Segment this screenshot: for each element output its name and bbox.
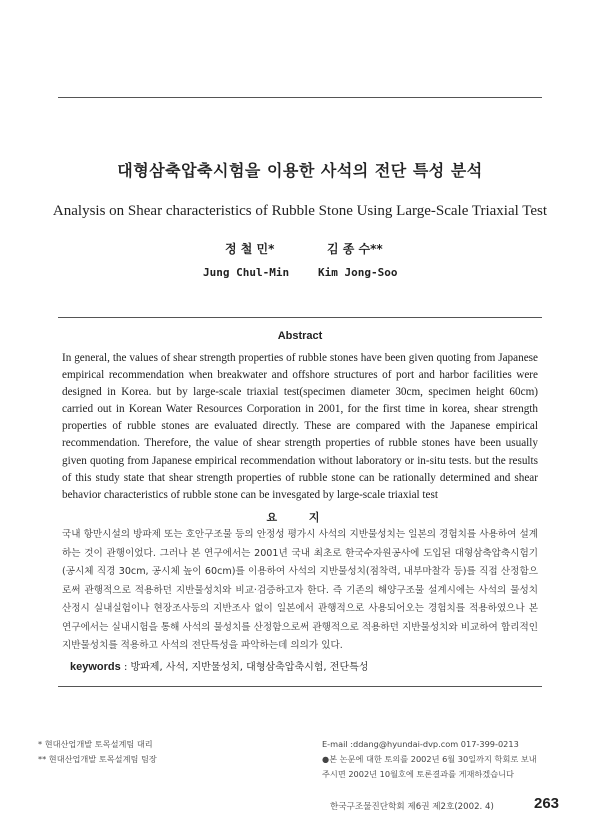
- footnote-author-2: ** 현대산업개발 토목설계팀 팀장: [38, 754, 157, 764]
- yoji-heading: 요 지: [266, 511, 334, 524]
- top-rule: [58, 97, 542, 98]
- author-1-name-english: Jung Chul-Min: [203, 266, 290, 279]
- abstract-bottom-rule: [58, 686, 542, 687]
- paper-title-english: Analysis on Shear characteristics of Rubble Stone Using Large-Scale Triaxial Test: [52, 203, 548, 219]
- contact-email: E-mail :ddang@hyundai-dvp.com 017-399-0213: [322, 739, 519, 749]
- abstract-body: In general, the values of shear strength properties of rubble stones have been given quoting from Japanese empirical recommendation when breakwater and offshore structures of port and harbor facilities were designed in Korea. but by large-scale triaxial test(specimen diameter 30cm, specimen height 60cm) carried out in Korean Water Resources Corporation in 2001, for the first time in korea, shear strength properties of rubble stones are evaluated directly. These are compared with the Japanese empirical recommendation. Therefore, the value of shear strength properties of rubble stones have been usually given quoting from Japanese empirical recommendation without laboratory or in-situ tests. but the results of this study state that shear strength properties of rubble stone can be rationally determined and shear behavior characteristics of rubble stone can be invesgated by large-scale triaxial test: [62, 352, 538, 501]
- page-number: 263: [534, 795, 560, 812]
- paper-title-korean: 대형삼축압축시험을 이용한 사석의 전단 특성 분석: [117, 161, 483, 180]
- author-1-name-korean: 정 철 민*: [225, 242, 275, 256]
- contact-info: [322, 737, 572, 782]
- discussion-notice-line-1: ●본 논문에 대한 토의를 2002년 6월 30일까지 학회로 보내: [322, 754, 537, 764]
- abstract-heading: Abstract: [277, 330, 323, 342]
- author-2-name-korean: 김 종 수**: [327, 242, 383, 256]
- keywords-line: [70, 658, 540, 673]
- discussion-notice-line-2: 주시면 2002년 10월호에 토론결과를 게재하겠습니다: [322, 769, 514, 779]
- author-footnotes: [38, 737, 278, 767]
- yoji-body: 국내 항만시설의 방파제 또는 호안구조물 등의 안정성 평가시 사석의 지반물성치는 일본의 경험치를 사용하여 설계하는 것이 관행이었다. 그러나 본 연구에서는 2001년 국내 최초로 한국수자원공사에 도입된 대형삼축압축시험기(공시체 직경 30cm, 공시체 높이 60cm)를 이용하여 사석의 지반물성치(점착력, 내부마찰각 등)를 직접 산정함으로써 관행적으로 적용하던 지반물성치와 비교·검증하고자 한다. 즉 기존의 해양구조물 설계시에는 사석의 물성치 산정시 실내실험이나 현장조사등의 지반조사 없이 일본에서 관행적으로 사용되어오는 경험치를 적용하였으나 본 연구에서는 실내시험을 통해 사석의 물성치를 산정함으로써 관행적으로 적용하던 지반물성치와 비교하여 합리적인 지반물성치를 적용하고 사석의 전단특성을 파악하는데 의의가 있다.: [62, 529, 538, 651]
- footnote-author-1: * 현대산업개발 토목설계팀 대리: [38, 739, 153, 749]
- journal-citation: 한국구조물진단학회 제6권 제2호(2002. 4): [330, 802, 494, 812]
- author-2-name-english: Kim Jong-Soo: [318, 266, 398, 279]
- keywords-text: : 방파제, 사석, 지반물성치, 대형삼축압축시험, 전단특성: [123, 662, 369, 673]
- abstract-top-rule: [58, 317, 542, 318]
- keywords-label: keywords: [70, 661, 121, 673]
